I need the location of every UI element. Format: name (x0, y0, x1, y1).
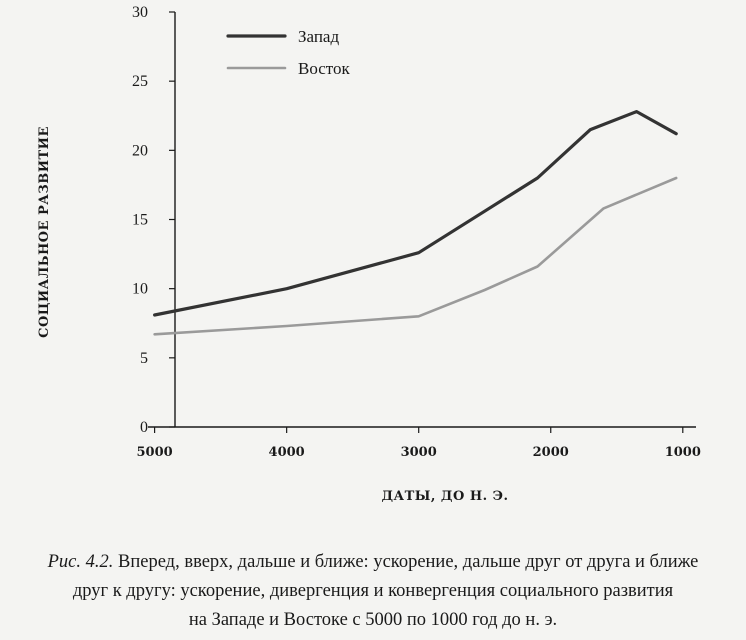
series-line-east (155, 178, 677, 334)
x-tick-label: 5000 (136, 445, 173, 460)
y-tick-label: 15 (132, 211, 148, 229)
x-tick-label: 2000 (532, 445, 569, 460)
x-axis (137, 427, 701, 460)
y-tick-label: 25 (132, 73, 148, 91)
figure-caption (0, 548, 746, 635)
caption-figure-number: Рис. 4.2. (47, 552, 114, 572)
x-tick-label: 1000 (664, 445, 701, 460)
y-tick-label: 0 (140, 419, 148, 436)
y-axis (132, 4, 175, 436)
x-axis-title: ДАТЫ, ДО Н. Э. (381, 489, 509, 504)
caption-line-3: на Западе и Востоке с 5000 по 1000 год до н. э. (188, 610, 558, 630)
x-tick-label: 4000 (268, 445, 305, 460)
y-tick-label: 10 (132, 280, 148, 298)
legend (228, 27, 351, 78)
caption-line-1 (0, 548, 746, 577)
series-lines (155, 112, 677, 335)
legend-label: Запад (298, 27, 340, 46)
legend-label: Восток (298, 59, 350, 78)
y-tick-label: 30 (132, 4, 148, 21)
caption-text-1: Вперед, вверх, дальше и ближе: ускорение, дальше друг от друга и ближе (113, 552, 699, 572)
caption-line-2: друг к другу: ускорение, дивергенция и конвергенция социального развития (72, 581, 674, 601)
x-tick-label: 3000 (400, 445, 437, 460)
y-tick-label: 20 (132, 142, 148, 160)
y-tick-label: 5 (140, 349, 148, 367)
y-axis-title: СОЦИАЛЬНОЕ РАЗВИТИЕ (37, 126, 52, 338)
